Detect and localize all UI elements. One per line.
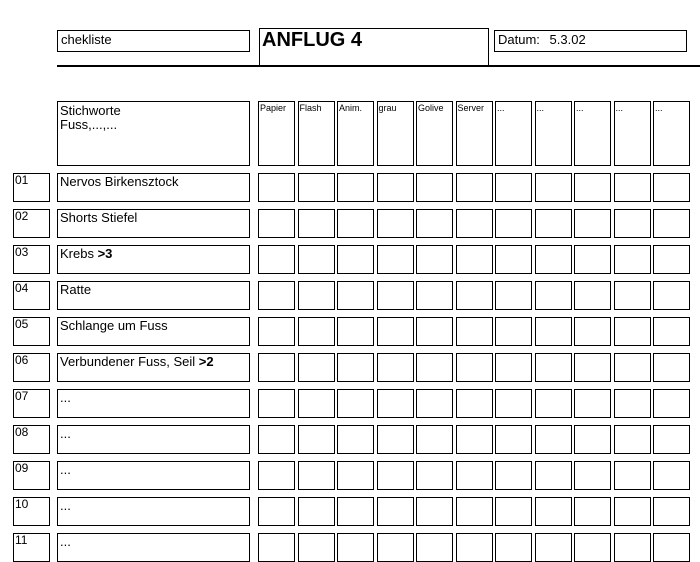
checkbox-cell[interactable] [495, 461, 532, 490]
checkbox-cell[interactable] [456, 353, 493, 382]
checkbox-cell[interactable] [337, 353, 374, 382]
checkbox-cell[interactable] [495, 173, 532, 202]
checkbox-cell[interactable] [298, 281, 335, 310]
checkbox-cell[interactable] [614, 533, 651, 562]
row-number: 06 [13, 353, 50, 382]
checkbox-cell[interactable] [574, 533, 611, 562]
checkbox-cell[interactable] [416, 173, 453, 202]
checkbox-cell[interactable] [456, 317, 493, 346]
row-number: 04 [13, 281, 50, 310]
checkbox-cell[interactable] [337, 533, 374, 562]
row-label-text: ... [60, 426, 71, 441]
row-number: 01 [13, 173, 50, 202]
checkbox-cell[interactable] [495, 425, 532, 454]
checkbox-cell[interactable] [535, 209, 572, 238]
row-label-text: ... [60, 498, 71, 513]
checkbox-cell[interactable] [298, 533, 335, 562]
checkbox-cell[interactable] [298, 461, 335, 490]
header-rule [57, 65, 700, 67]
checkbox-cell[interactable] [377, 281, 414, 310]
row-label [57, 281, 250, 310]
checkbox-cell[interactable] [456, 389, 493, 418]
checkbox-cell[interactable] [258, 173, 295, 202]
row-label-text: Nervos Birkensztock [60, 174, 179, 189]
checkbox-cell[interactable] [535, 245, 572, 274]
checkbox-cell[interactable] [653, 533, 690, 562]
checkbox-cell[interactable] [416, 461, 453, 490]
checkbox-cell[interactable] [495, 533, 532, 562]
column-header-5: Golive [416, 101, 453, 166]
keywords-header-line1: Stichworte [60, 103, 121, 118]
checkbox-cell[interactable] [416, 317, 453, 346]
row-label [57, 497, 250, 526]
checkbox-cell[interactable] [258, 245, 295, 274]
row-label-text: ... [60, 462, 71, 477]
checkbox-cell[interactable] [377, 461, 414, 490]
checkbox-cell[interactable] [495, 317, 532, 346]
checkbox-cell[interactable] [337, 281, 374, 310]
column-header-1: Papier [258, 101, 295, 166]
checkbox-cell[interactable] [653, 209, 690, 238]
checkbox-cell[interactable] [456, 245, 493, 274]
checkbox-cell[interactable] [416, 389, 453, 418]
checkbox-cell[interactable] [614, 173, 651, 202]
checkbox-cell[interactable] [574, 389, 611, 418]
checkbox-cell[interactable] [258, 281, 295, 310]
checkbox-cell[interactable] [574, 281, 611, 310]
row-number: 03 [13, 245, 50, 274]
checkbox-cell[interactable] [614, 425, 651, 454]
checkbox-cell[interactable] [653, 281, 690, 310]
checkbox-cell[interactable] [416, 425, 453, 454]
checkbox-cell[interactable] [416, 245, 453, 274]
row-label [57, 245, 250, 274]
page-title-box [259, 28, 489, 66]
checkbox-cell[interactable] [258, 317, 295, 346]
checkbox-cell[interactable] [337, 173, 374, 202]
checkbox-cell[interactable] [653, 317, 690, 346]
row-number: 08 [13, 425, 50, 454]
checkbox-cell[interactable] [535, 533, 572, 562]
checkbox-cell[interactable] [614, 353, 651, 382]
row-number: 11 [13, 533, 50, 562]
checkbox-cell[interactable] [574, 317, 611, 346]
checkbox-cell[interactable] [298, 209, 335, 238]
checkbox-cell[interactable] [377, 389, 414, 418]
column-header-2: Flash [298, 101, 335, 166]
checkbox-cell[interactable] [416, 497, 453, 526]
checkbox-cell[interactable] [377, 245, 414, 274]
checkbox-cell[interactable] [377, 317, 414, 346]
row-label-text: Schlange um Fuss [60, 318, 168, 333]
checkbox-cell[interactable] [258, 353, 295, 382]
checkbox-cell[interactable] [574, 497, 611, 526]
checkbox-cell[interactable] [614, 317, 651, 346]
checkbox-cell[interactable] [377, 533, 414, 562]
column-header-7: ... [495, 101, 532, 166]
column-header-4: grau [377, 101, 414, 166]
row-label [57, 533, 250, 562]
row-label-text: Ratte [60, 282, 92, 297]
checkbox-cell[interactable] [535, 389, 572, 418]
checkbox-cell[interactable] [377, 425, 414, 454]
checkbox-cell[interactable] [258, 461, 295, 490]
row-number: 05 [13, 317, 50, 346]
checkbox-cell[interactable] [535, 461, 572, 490]
checkbox-cell[interactable] [653, 353, 690, 382]
row-label-text: Shorts Stiefel [60, 210, 138, 225]
row-label-text: ... [60, 534, 71, 549]
row-number: 02 [13, 209, 50, 238]
checkbox-cell[interactable] [337, 461, 374, 490]
row-label [57, 173, 250, 202]
checkbox-cell[interactable] [653, 497, 690, 526]
checkbox-cell[interactable] [495, 389, 532, 418]
checkbox-cell[interactable] [574, 173, 611, 202]
checkbox-cell[interactable] [298, 245, 335, 274]
checkbox-cell[interactable] [258, 425, 295, 454]
checkbox-cell[interactable] [337, 389, 374, 418]
row-label [57, 209, 250, 238]
checkbox-cell[interactable] [614, 209, 651, 238]
checkbox-cell[interactable] [574, 461, 611, 490]
checkbox-cell[interactable] [416, 353, 453, 382]
checkbox-cell[interactable] [416, 281, 453, 310]
checkbox-cell[interactable] [614, 281, 651, 310]
checkbox-cell[interactable] [535, 425, 572, 454]
checkbox-cell[interactable] [377, 209, 414, 238]
checklist-label: chekliste [61, 32, 112, 47]
date-box [494, 30, 687, 52]
checkbox-cell[interactable] [535, 173, 572, 202]
checkbox-cell[interactable] [337, 425, 374, 454]
column-header-6: Server [456, 101, 493, 166]
checkbox-cell[interactable] [495, 497, 532, 526]
checkbox-cell[interactable] [456, 461, 493, 490]
checkbox-cell[interactable] [614, 497, 651, 526]
checkbox-cell[interactable] [653, 389, 690, 418]
page-title: ANFLUG 4 [262, 29, 362, 51]
checkbox-cell[interactable] [495, 209, 532, 238]
column-header-8: ... [535, 101, 572, 166]
checkbox-cell[interactable] [377, 497, 414, 526]
checkbox-cell[interactable] [337, 245, 374, 274]
date-label: Datum: [498, 32, 540, 47]
checkbox-cell[interactable] [456, 281, 493, 310]
checkbox-cell[interactable] [456, 209, 493, 238]
row-number: 07 [13, 389, 50, 418]
checkbox-cell[interactable] [456, 173, 493, 202]
checkbox-cell[interactable] [258, 389, 295, 418]
row-label [57, 461, 250, 490]
checkbox-cell[interactable] [495, 353, 532, 382]
checkbox-cell[interactable] [614, 245, 651, 274]
checkbox-cell[interactable] [614, 389, 651, 418]
checkbox-cell[interactable] [416, 533, 453, 562]
checkbox-cell[interactable] [653, 461, 690, 490]
checkbox-cell[interactable] [535, 353, 572, 382]
checkbox-cell[interactable] [574, 425, 611, 454]
checkbox-cell[interactable] [653, 173, 690, 202]
checkbox-cell[interactable] [298, 317, 335, 346]
keywords-header [57, 101, 250, 166]
row-number: 09 [13, 461, 50, 490]
checkbox-cell[interactable] [535, 317, 572, 346]
row-label-text: Krebs [60, 246, 98, 261]
column-header-11: ... [653, 101, 690, 166]
checkbox-cell[interactable] [456, 533, 493, 562]
checkbox-cell[interactable] [614, 461, 651, 490]
checkbox-cell[interactable] [337, 317, 374, 346]
checkbox-cell[interactable] [574, 245, 611, 274]
column-header-10: ... [614, 101, 651, 166]
row-label-reference: >2 [198, 354, 214, 369]
checkbox-cell[interactable] [495, 281, 532, 310]
checkbox-cell[interactable] [298, 353, 335, 382]
row-label-text: ... [60, 390, 71, 405]
row-label [57, 317, 250, 346]
checklist-label-box [57, 30, 250, 52]
checkbox-cell[interactable] [298, 497, 335, 526]
checkbox-cell[interactable] [298, 173, 335, 202]
column-header-3: Anim. [337, 101, 374, 166]
date-value: 5.3.02 [549, 32, 586, 47]
row-label [57, 389, 250, 418]
keywords-header-line2: Fuss,...,... [60, 117, 118, 132]
checkbox-cell[interactable] [337, 209, 374, 238]
row-label [57, 353, 250, 382]
checkbox-cell[interactable] [258, 497, 295, 526]
checkbox-cell[interactable] [258, 533, 295, 562]
checkbox-cell[interactable] [574, 209, 611, 238]
checkbox-cell[interactable] [535, 281, 572, 310]
checkbox-cell[interactable] [337, 497, 374, 526]
checkbox-cell[interactable] [495, 245, 532, 274]
checkbox-cell[interactable] [298, 389, 335, 418]
checkbox-cell[interactable] [535, 497, 572, 526]
checkbox-cell[interactable] [653, 245, 690, 274]
checkbox-cell[interactable] [653, 425, 690, 454]
checkbox-cell[interactable] [574, 353, 611, 382]
row-number: 10 [13, 497, 50, 526]
checkbox-cell[interactable] [456, 497, 493, 526]
checkbox-cell[interactable] [377, 173, 414, 202]
checkbox-cell[interactable] [298, 425, 335, 454]
checkbox-cell[interactable] [416, 209, 453, 238]
column-header-9: ... [574, 101, 611, 166]
checkbox-cell[interactable] [258, 209, 295, 238]
row-label-reference: >3 [97, 246, 113, 261]
checkbox-cell[interactable] [377, 353, 414, 382]
checkbox-cell[interactable] [456, 425, 493, 454]
row-label [57, 425, 250, 454]
row-label-text: Verbundener Fuss, Seil [60, 354, 199, 369]
